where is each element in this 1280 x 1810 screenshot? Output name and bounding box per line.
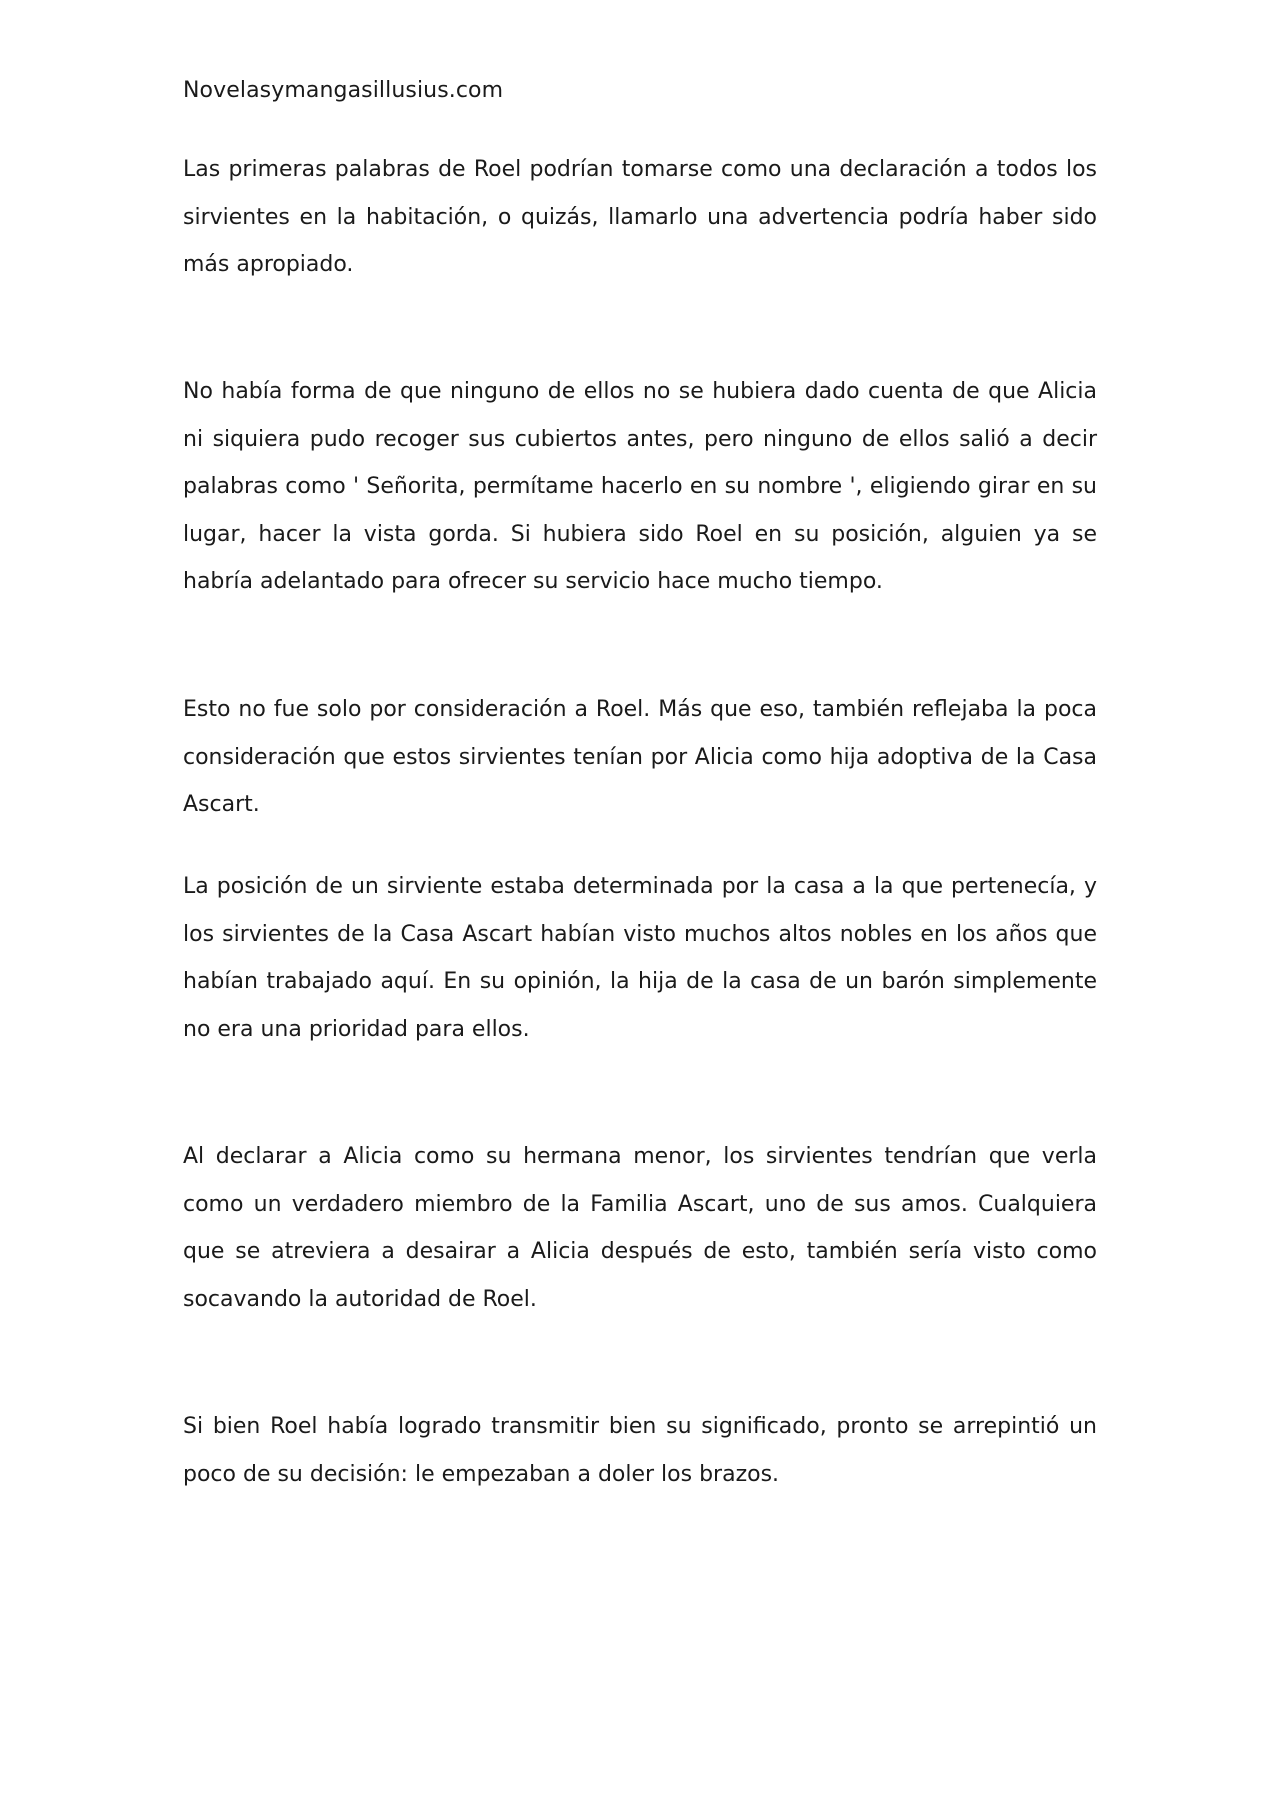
paragraph-3: Esto no fue solo por consideración a Roel. Más que eso, también reflejaba la poca consideración que estos sirvientes tenían por Alicia como hija adoptiva de la Casa Ascart. <box>183 697 1097 817</box>
paragraph-4: La posición de un sirviente estaba determinada por la casa a la que pertenecía, y los sirvientes de la Casa Ascart habían visto muchos altos nobles en los años que habían trabajado aquí. En su opinión, la hija de la casa de un barón simplemente no era una prioridad para ellos. <box>183 874 1097 1042</box>
paragraph-2: No había forma de que ninguno de ellos no se hubiera dado cuenta de que Alicia ni siquiera pudo recoger sus cubiertos antes, pero ninguno de ellos salió a decir palabras como ' Señorita, permítame hacerlo en su nombre ', eligiendo girar en su lugar, hacer la vista gorda. Si hubiera sido Roel en su posición, alguien ya se habría adelantado para ofrecer su servicio hace mucho tiempo. <box>183 379 1097 594</box>
paragraph-6: Si bien Roel había logrado transmitir bien su significado, pronto se arrepintió un poco de su decisión: le empezaban a doler los brazos. <box>183 1414 1097 1487</box>
site-header: Novelasymangasillusius.com <box>183 78 504 103</box>
paragraph-5: Al declarar a Alicia como su hermana menor, los sirvientes tendrían que verla como un verdadero miembro de la Familia Ascart, uno de sus amos. Cualquiera que se atreviera a desairar a Alicia después de esto, también sería visto como socavando la autoridad de Roel. <box>183 1144 1097 1312</box>
paragraph-1: Las primeras palabras de Roel podrían tomarse como una declaración a todos los sirvientes en la habitación, o quizás, llamarlo una advertencia podría haber sido más apropiado. <box>183 157 1097 277</box>
